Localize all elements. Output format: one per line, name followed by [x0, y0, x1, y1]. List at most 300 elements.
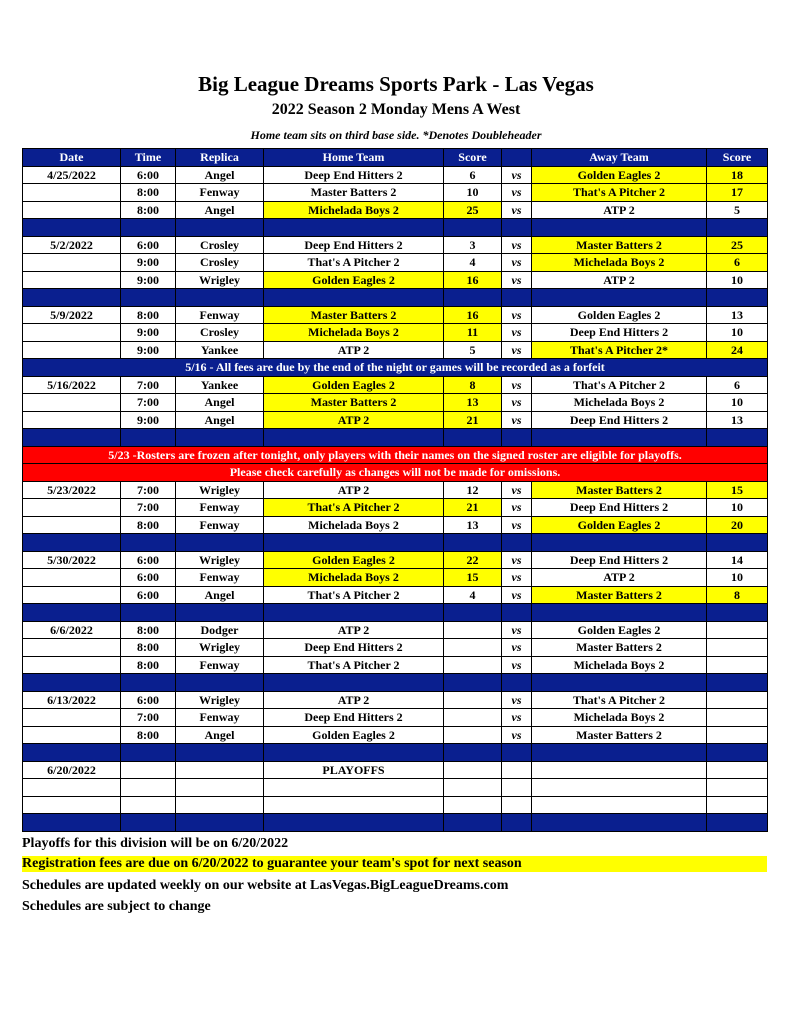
separator-cell: [532, 604, 707, 622]
vs-label: vs: [502, 516, 532, 534]
vs-label: vs: [502, 166, 532, 184]
away-team: Golden Eagles 2: [532, 166, 707, 184]
separator-cell: [176, 814, 264, 832]
home-score: 5: [444, 341, 502, 359]
separator-cell: [23, 429, 121, 447]
table-row: [23, 166, 768, 184]
home-team: Golden Eagles 2: [264, 726, 444, 744]
home-team: That's A Pitcher 2: [264, 656, 444, 674]
home-team: Master Batters 2: [264, 306, 444, 324]
home-team: Michelada Boys 2: [264, 516, 444, 534]
game-replica: Fenway: [176, 656, 264, 674]
separator-cell: [444, 744, 502, 762]
separator-cell: [532, 219, 707, 237]
empty-cell: [23, 779, 121, 797]
game-time: 6:00: [121, 166, 176, 184]
schedule-body: [23, 166, 768, 831]
away-team: That's A Pitcher 2: [532, 376, 707, 394]
game-date: 6/20/2022: [23, 761, 121, 779]
game-replica: Yankee: [176, 341, 264, 359]
game-time: 8:00: [121, 201, 176, 219]
empty-cell: [176, 779, 264, 797]
table-row: [23, 639, 768, 657]
game-time: 9:00: [121, 324, 176, 342]
game-date: [23, 271, 121, 289]
away-score: 10: [707, 394, 768, 412]
separator-cell: [707, 534, 768, 552]
separator-cell: [502, 814, 532, 832]
separator-cell: [707, 289, 768, 307]
game-replica: Fenway: [176, 499, 264, 517]
home-score: 22: [444, 551, 502, 569]
away-team: ATP 2: [532, 271, 707, 289]
vs-label: vs: [502, 271, 532, 289]
home-team: Deep End Hitters 2: [264, 709, 444, 727]
separator-cell: [264, 604, 444, 622]
game-time: 6:00: [121, 551, 176, 569]
game-time: 7:00: [121, 499, 176, 517]
game-date: [23, 341, 121, 359]
game-replica: Wrigley: [176, 271, 264, 289]
separator-cell: [707, 604, 768, 622]
game-date: 5/16/2022: [23, 376, 121, 394]
table-row: [23, 516, 768, 534]
header-date: Date: [23, 149, 121, 167]
game-date: 5/2/2022: [23, 236, 121, 254]
game-time: 8:00: [121, 639, 176, 657]
separator-cell: [23, 534, 121, 552]
away-team: Deep End Hitters 2: [532, 411, 707, 429]
home-score: 10: [444, 184, 502, 202]
separator-cell: [264, 534, 444, 552]
separator-cell: [264, 219, 444, 237]
table-row: [23, 201, 768, 219]
vs-label: vs: [502, 481, 532, 499]
week-separator: [23, 534, 768, 552]
table-row: [23, 376, 768, 394]
separator-cell: [502, 289, 532, 307]
roster-notice-row: [23, 446, 768, 464]
separator-cell: [176, 429, 264, 447]
empty-cell: [176, 796, 264, 814]
separator-cell: [444, 429, 502, 447]
separator-cell: [502, 604, 532, 622]
separator-cell: [121, 814, 176, 832]
table-row: [23, 271, 768, 289]
away-score: 8: [707, 586, 768, 604]
week-separator: [23, 429, 768, 447]
game-date: [23, 411, 121, 429]
home-score: [444, 726, 502, 744]
notice-text: Please check carefully as changes will not be made for omissions.: [23, 464, 768, 482]
table-row: [23, 726, 768, 744]
game-time: 8:00: [121, 656, 176, 674]
vs-label: vs: [502, 551, 532, 569]
game-date: [23, 656, 121, 674]
empty-cell: [707, 779, 768, 797]
game-date: 5/30/2022: [23, 551, 121, 569]
table-row: [23, 656, 768, 674]
away-team: Golden Eagles 2: [532, 516, 707, 534]
game-time: 6:00: [121, 691, 176, 709]
home-team: That's A Pitcher 2: [264, 586, 444, 604]
week-separator: [23, 604, 768, 622]
table-row: [23, 586, 768, 604]
vs-label: vs: [502, 621, 532, 639]
away-score: [707, 621, 768, 639]
home-score: 13: [444, 394, 502, 412]
separator-cell: [264, 429, 444, 447]
page-subtitle: 2022 Season 2 Monday Mens A West: [271, 101, 521, 118]
empty-cell: [532, 779, 707, 797]
home-team: ATP 2: [264, 621, 444, 639]
away-team: That's A Pitcher 2*: [532, 341, 707, 359]
week-separator: [23, 814, 768, 832]
game-replica: Crosley: [176, 236, 264, 254]
away-team: ATP 2: [532, 569, 707, 587]
vs-label: [502, 761, 532, 779]
game-time: 8:00: [121, 621, 176, 639]
vs-label: vs: [502, 306, 532, 324]
separator-cell: [23, 744, 121, 762]
away-team: Master Batters 2: [532, 726, 707, 744]
home-score: 11: [444, 324, 502, 342]
home-score: 3: [444, 236, 502, 254]
game-date: [23, 709, 121, 727]
game-date: [23, 639, 121, 657]
vs-label: vs: [502, 324, 532, 342]
away-team: Deep End Hitters 2: [532, 499, 707, 517]
separator-cell: [444, 674, 502, 692]
table-row: [23, 481, 768, 499]
empty-cell: [121, 796, 176, 814]
game-date: 6/13/2022: [23, 691, 121, 709]
away-team: Michelada Boys 2: [532, 254, 707, 272]
vs-label: vs: [502, 411, 532, 429]
separator-cell: [502, 429, 532, 447]
away-team: Master Batters 2: [532, 481, 707, 499]
separator-cell: [23, 289, 121, 307]
home-team: Deep End Hitters 2: [264, 236, 444, 254]
game-replica: Wrigley: [176, 551, 264, 569]
empty-cell: [264, 796, 444, 814]
separator-cell: [264, 814, 444, 832]
header-home-team: Home Team: [264, 149, 444, 167]
game-time: 9:00: [121, 254, 176, 272]
header-away-team: Away Team: [532, 149, 707, 167]
game-date: [23, 586, 121, 604]
home-team: Michelada Boys 2: [264, 324, 444, 342]
vs-label: vs: [502, 709, 532, 727]
game-time: 6:00: [121, 236, 176, 254]
empty-cell: [532, 796, 707, 814]
home-team: That's A Pitcher 2: [264, 254, 444, 272]
separator-cell: [707, 744, 768, 762]
separator-cell: [444, 219, 502, 237]
separator-cell: [121, 429, 176, 447]
home-team: ATP 2: [264, 691, 444, 709]
playoffs-label: PLAYOFFS: [264, 761, 444, 779]
game-date: [23, 324, 121, 342]
table-row: [23, 236, 768, 254]
table-row: [23, 499, 768, 517]
home-score: 25: [444, 201, 502, 219]
separator-cell: [502, 744, 532, 762]
away-score: 6: [707, 376, 768, 394]
game-date: [23, 201, 121, 219]
game-time: 7:00: [121, 709, 176, 727]
vs-label: vs: [502, 184, 532, 202]
game-date: [23, 184, 121, 202]
game-date: [23, 569, 121, 587]
away-team: [532, 761, 707, 779]
separator-cell: [707, 814, 768, 832]
separator-cell: [444, 289, 502, 307]
table-row: [23, 621, 768, 639]
away-score: 24: [707, 341, 768, 359]
vs-label: vs: [502, 586, 532, 604]
separator-cell: [176, 219, 264, 237]
home-score: 6: [444, 166, 502, 184]
home-score: 4: [444, 586, 502, 604]
home-team: Golden Eagles 2: [264, 376, 444, 394]
home-score: [444, 761, 502, 779]
game-time: [121, 761, 176, 779]
vs-label: vs: [502, 201, 532, 219]
home-team: Master Batters 2: [264, 394, 444, 412]
game-replica: Angel: [176, 586, 264, 604]
away-score: 13: [707, 411, 768, 429]
separator-cell: [121, 534, 176, 552]
week-separator: [23, 289, 768, 307]
table-row: [23, 551, 768, 569]
week-separator: [23, 744, 768, 762]
away-team: Michelada Boys 2: [532, 656, 707, 674]
away-score: 18: [707, 166, 768, 184]
page-title: Big League Dreams Sports Park - Las Vegas: [198, 72, 594, 96]
home-score: 21: [444, 499, 502, 517]
home-score: [444, 656, 502, 674]
separator-cell: [444, 534, 502, 552]
game-time: 9:00: [121, 411, 176, 429]
game-replica: Crosley: [176, 324, 264, 342]
separator-cell: [707, 429, 768, 447]
away-score: [707, 691, 768, 709]
empty-cell: [23, 796, 121, 814]
game-time: 8:00: [121, 726, 176, 744]
home-team: Golden Eagles 2: [264, 271, 444, 289]
table-row: [23, 306, 768, 324]
vs-label: vs: [502, 569, 532, 587]
empty-cell: [264, 779, 444, 797]
vs-label: vs: [502, 691, 532, 709]
fee-notice-row: [23, 359, 768, 377]
away-team: Michelada Boys 2: [532, 709, 707, 727]
game-replica: Dodger: [176, 621, 264, 639]
game-replica: [176, 761, 264, 779]
away-team: Deep End Hitters 2: [532, 324, 707, 342]
game-date: 5/23/2022: [23, 481, 121, 499]
game-date: [23, 499, 121, 517]
home-team: Michelada Boys 2: [264, 201, 444, 219]
header-vs: [502, 149, 532, 167]
home-score: 16: [444, 306, 502, 324]
home-score: [444, 621, 502, 639]
separator-cell: [23, 219, 121, 237]
vs-label: vs: [502, 656, 532, 674]
header-away-score: Score: [707, 149, 768, 167]
away-score: [707, 761, 768, 779]
game-date: 5/9/2022: [23, 306, 121, 324]
empty-cell: [444, 796, 502, 814]
game-date: [23, 254, 121, 272]
home-score: 21: [444, 411, 502, 429]
table-row: [23, 341, 768, 359]
away-score: 10: [707, 324, 768, 342]
away-team: ATP 2: [532, 201, 707, 219]
separator-cell: [707, 219, 768, 237]
game-time: 8:00: [121, 306, 176, 324]
empty-row: [23, 779, 768, 797]
game-date: [23, 726, 121, 744]
vs-label: vs: [502, 236, 532, 254]
away-team: Golden Eagles 2: [532, 621, 707, 639]
table-row: [23, 254, 768, 272]
home-score: 12: [444, 481, 502, 499]
game-replica: Fenway: [176, 184, 264, 202]
away-team: That's A Pitcher 2: [532, 184, 707, 202]
separator-cell: [176, 744, 264, 762]
away-team: Michelada Boys 2: [532, 394, 707, 412]
game-replica: Fenway: [176, 569, 264, 587]
footer-line: Schedules are updated weekly on our website at LasVegas.BigLeagueDreams.com: [22, 878, 509, 893]
table-row: [23, 394, 768, 412]
away-score: 25: [707, 236, 768, 254]
game-time: 9:00: [121, 341, 176, 359]
schedule-note: Home team sits on third base side. *Denotes Doubleheader: [250, 128, 542, 142]
empty-cell: [121, 779, 176, 797]
separator-cell: [532, 674, 707, 692]
away-team: Master Batters 2: [532, 236, 707, 254]
week-separator: [23, 219, 768, 237]
separator-cell: [502, 534, 532, 552]
separator-cell: [444, 604, 502, 622]
separator-cell: [532, 814, 707, 832]
away-score: [707, 639, 768, 657]
empty-row: [23, 796, 768, 814]
home-team: Michelada Boys 2: [264, 569, 444, 587]
vs-label: vs: [502, 394, 532, 412]
home-team: Master Batters 2: [264, 184, 444, 202]
away-team: Golden Eagles 2: [532, 306, 707, 324]
home-score: 8: [444, 376, 502, 394]
separator-cell: [502, 674, 532, 692]
separator-cell: [176, 674, 264, 692]
vs-label: vs: [502, 499, 532, 517]
table-row: [23, 411, 768, 429]
table-row: [23, 184, 768, 202]
game-date: [23, 516, 121, 534]
game-replica: Fenway: [176, 709, 264, 727]
vs-label: vs: [502, 341, 532, 359]
separator-cell: [264, 744, 444, 762]
empty-cell: [444, 779, 502, 797]
empty-cell: [502, 779, 532, 797]
game-time: 7:00: [121, 376, 176, 394]
vs-label: vs: [502, 376, 532, 394]
separator-cell: [23, 674, 121, 692]
away-score: 10: [707, 271, 768, 289]
game-replica: Angel: [176, 394, 264, 412]
away-score: 6: [707, 254, 768, 272]
game-replica: Fenway: [176, 306, 264, 324]
table-header-row: [23, 149, 768, 167]
footer-line: Schedules are subject to change: [22, 899, 211, 914]
separator-cell: [532, 429, 707, 447]
table-row: [23, 569, 768, 587]
game-replica: Wrigley: [176, 691, 264, 709]
separator-cell: [176, 534, 264, 552]
away-score: 20: [707, 516, 768, 534]
home-team: Deep End Hitters 2: [264, 639, 444, 657]
home-score: 15: [444, 569, 502, 587]
away-score: 15: [707, 481, 768, 499]
away-score: [707, 656, 768, 674]
game-date: [23, 394, 121, 412]
game-time: 7:00: [121, 481, 176, 499]
header-time: Time: [121, 149, 176, 167]
table-row: [23, 691, 768, 709]
table-row: [23, 709, 768, 727]
vs-label: vs: [502, 639, 532, 657]
home-score: 16: [444, 271, 502, 289]
away-score: 10: [707, 499, 768, 517]
separator-cell: [176, 289, 264, 307]
game-replica: Angel: [176, 726, 264, 744]
game-replica: Wrigley: [176, 481, 264, 499]
separator-cell: [532, 744, 707, 762]
game-time: 6:00: [121, 586, 176, 604]
separator-cell: [532, 534, 707, 552]
game-time: 8:00: [121, 516, 176, 534]
separator-cell: [444, 814, 502, 832]
separator-cell: [264, 289, 444, 307]
game-date: 6/6/2022: [23, 621, 121, 639]
separator-cell: [121, 604, 176, 622]
home-team: Deep End Hitters 2: [264, 166, 444, 184]
separator-cell: [121, 744, 176, 762]
separator-cell: [707, 674, 768, 692]
footer-line: Registration fees are due on 6/20/2022 to guarantee your team's spot for next season: [22, 856, 767, 872]
game-date: 4/25/2022: [23, 166, 121, 184]
home-score: 13: [444, 516, 502, 534]
away-score: 13: [707, 306, 768, 324]
notice-text: 5/23 -Rosters are frozen after tonight, only players with their names on the signed roster are eligible for playoffs.: [23, 446, 768, 464]
vs-label: vs: [502, 254, 532, 272]
home-team: ATP 2: [264, 341, 444, 359]
separator-cell: [532, 289, 707, 307]
home-score: 4: [444, 254, 502, 272]
home-score: [444, 639, 502, 657]
separator-cell: [121, 219, 176, 237]
home-team: ATP 2: [264, 411, 444, 429]
game-replica: Wrigley: [176, 639, 264, 657]
separator-cell: [502, 219, 532, 237]
schedule-table: [22, 148, 768, 832]
away-score: [707, 726, 768, 744]
playoff-row: [23, 761, 768, 779]
away-team: Master Batters 2: [532, 586, 707, 604]
